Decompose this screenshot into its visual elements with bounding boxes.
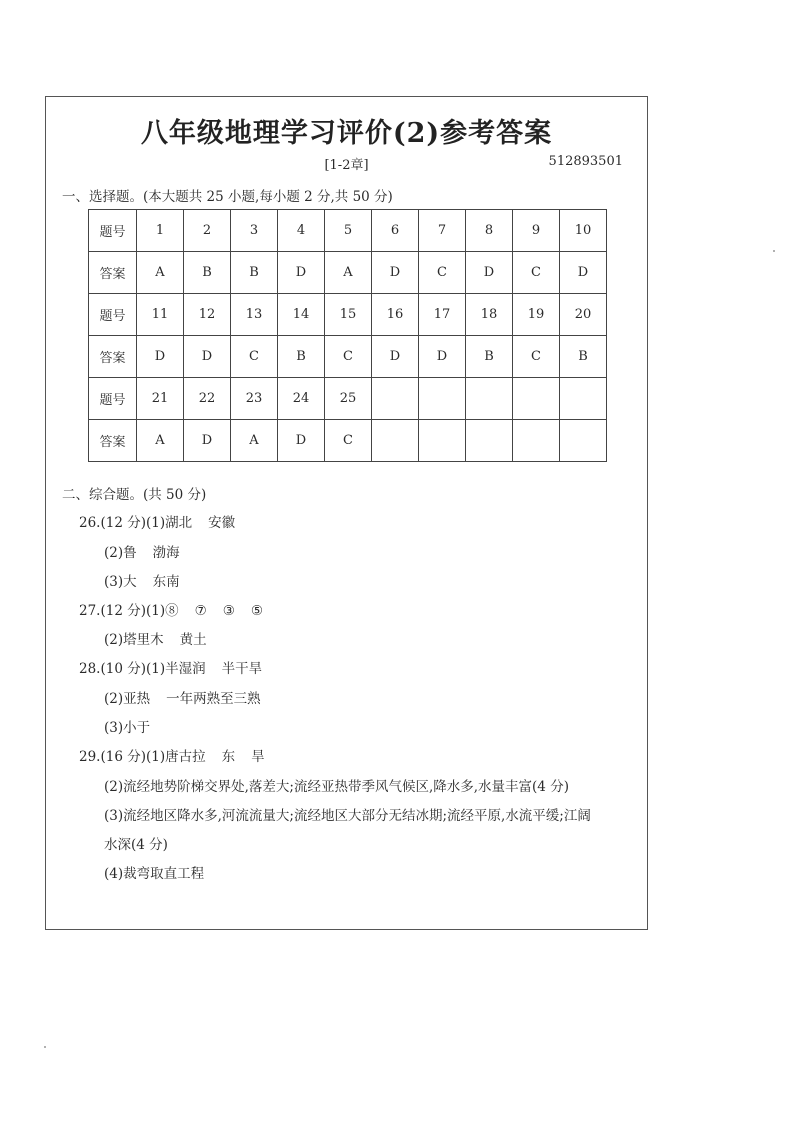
q26-p1-b: 安徽 <box>208 515 236 531</box>
q29-p1-b: 东 <box>221 749 236 765</box>
answer-cell: A <box>325 252 372 294</box>
answer-row <box>89 252 607 294</box>
answer-row <box>89 420 607 462</box>
q27-p1-d: ⑤ <box>250 603 263 619</box>
question-cell: 25 <box>325 378 372 420</box>
question-row-label: 题号 <box>89 210 137 252</box>
q27-p1-a: 27.(12 分)(1)⑧ <box>79 603 179 619</box>
question-row-label: 题号 <box>89 378 137 420</box>
question-cell: 7 <box>419 210 466 252</box>
answer-cell: C <box>419 252 466 294</box>
question-cell: 9 <box>513 210 560 252</box>
answer-cell: A <box>137 420 184 462</box>
scan-speck <box>773 250 775 252</box>
question-cell: 16 <box>372 294 419 336</box>
answer-cell: A <box>137 252 184 294</box>
answer-row-label: 答案 <box>89 420 137 462</box>
chapter-range: [1-2章] <box>324 158 369 173</box>
question-cell <box>419 378 466 420</box>
answer-row-label: 答案 <box>89 336 137 378</box>
q26-p3-a: (3)大 <box>104 574 137 590</box>
question-cell: 22 <box>184 378 231 420</box>
q27-p1-b: ⑦ <box>194 603 207 619</box>
scan-speck <box>44 1046 46 1048</box>
answer-cell: D <box>560 252 607 294</box>
question-row <box>89 378 607 420</box>
q29-p1-a: 29.(16 分)(1)唐古拉 <box>79 749 206 765</box>
question-cell: 6 <box>372 210 419 252</box>
answer-cell: C <box>325 420 372 462</box>
answer-cell: B <box>231 252 278 294</box>
question-cell: 18 <box>466 294 513 336</box>
question-cell: 10 <box>560 210 607 252</box>
answer-cell <box>419 420 466 462</box>
answer-cell: D <box>184 420 231 462</box>
q27-part2 <box>104 628 207 648</box>
q27-part1 <box>79 599 263 619</box>
question-cell <box>513 378 560 420</box>
question-cell: 2 <box>184 210 231 252</box>
answer-cell: C <box>231 336 278 378</box>
question-cell <box>372 378 419 420</box>
answer-cell: C <box>325 336 372 378</box>
question-cell: 19 <box>513 294 560 336</box>
question-cell <box>466 378 513 420</box>
answer-cell <box>466 420 513 462</box>
question-cell: 13 <box>231 294 278 336</box>
q26-p2-b: 渤海 <box>152 545 180 561</box>
question-cell: 1 <box>137 210 184 252</box>
section-choice-heading: 一、选择题。(本大题共 25 小题,每小题 2 分,共 50 分) <box>62 189 393 205</box>
q28-p1-a: 28.(10 分)(1)半湿润 <box>79 661 206 677</box>
question-row <box>89 210 607 252</box>
answer-cell: D <box>184 336 231 378</box>
question-cell <box>560 378 607 420</box>
q28-part1 <box>79 657 262 677</box>
answer-cell: C <box>513 252 560 294</box>
q26-p2-a: (2)鲁 <box>104 545 137 561</box>
answer-sheet <box>45 96 648 930</box>
q29-part4: (4)裁弯取直工程 <box>104 866 205 882</box>
question-cell: 8 <box>466 210 513 252</box>
answer-cell: D <box>372 252 419 294</box>
section-comprehensive-heading: 二、综合题。(共 50 分) <box>62 487 207 503</box>
answer-cell: D <box>278 252 325 294</box>
answer-cell <box>513 420 560 462</box>
answer-row <box>89 336 607 378</box>
answer-row-label: 答案 <box>89 252 137 294</box>
question-row-label: 题号 <box>89 294 137 336</box>
question-cell: 15 <box>325 294 372 336</box>
answer-cell: B <box>466 336 513 378</box>
answer-cell: B <box>184 252 231 294</box>
q29-part1 <box>79 745 265 765</box>
q27-p1-c: ③ <box>222 603 235 619</box>
question-cell: 20 <box>560 294 607 336</box>
question-cell: 4 <box>278 210 325 252</box>
q26-part1 <box>79 511 235 531</box>
q28-p2-a: (2)亚热 <box>104 691 151 707</box>
answer-cell: C <box>513 336 560 378</box>
q28-part2 <box>104 687 261 707</box>
question-cell: 14 <box>278 294 325 336</box>
answer-cell: D <box>137 336 184 378</box>
question-cell: 23 <box>231 378 278 420</box>
q27-p2-a: (2)塔里木 <box>104 632 164 648</box>
q26-part2 <box>104 541 180 561</box>
answer-cell: D <box>372 336 419 378</box>
answer-cell <box>560 420 607 462</box>
q27-p2-b: 黄土 <box>179 632 207 648</box>
question-cell: 12 <box>184 294 231 336</box>
q28-p2-b: 一年两熟至三熟 <box>166 691 261 707</box>
q28-part3: (3)小于 <box>104 720 151 736</box>
answer-cell <box>372 420 419 462</box>
q29-part3-line1: (3)流经地区降水多,河流流量大;流经地区大部分无结冰期;流经平原,水流平缓;江阔 <box>104 808 591 824</box>
document-code: 512893501 <box>548 154 623 169</box>
answer-table <box>88 209 607 462</box>
question-cell: 17 <box>419 294 466 336</box>
question-cell: 21 <box>137 378 184 420</box>
question-cell: 3 <box>231 210 278 252</box>
q29-part3-line2: 水深(4 分) <box>104 837 168 853</box>
answer-cell: A <box>231 420 278 462</box>
q29-part2: (2)流经地势阶梯交界处,落差大;流经亚热带季风气候区,降水多,水量丰富(4 分) <box>104 779 569 795</box>
question-row <box>89 294 607 336</box>
page-title: 八年级地理学习评价(2)参考答案 <box>140 118 553 149</box>
answer-cell: B <box>560 336 607 378</box>
q26-p3-b: 东南 <box>152 574 180 590</box>
q29-p1-c: 旱 <box>251 749 265 765</box>
question-cell: 5 <box>325 210 372 252</box>
q26-part3 <box>104 570 180 590</box>
q26-p1-a: 26.(12 分)(1)湖北 <box>79 515 193 531</box>
answer-cell: D <box>278 420 325 462</box>
answer-cell: D <box>466 252 513 294</box>
answer-cell: B <box>278 336 325 378</box>
question-cell: 11 <box>137 294 184 336</box>
answer-cell: D <box>419 336 466 378</box>
q28-p1-b: 半干旱 <box>221 661 263 677</box>
question-cell: 24 <box>278 378 325 420</box>
